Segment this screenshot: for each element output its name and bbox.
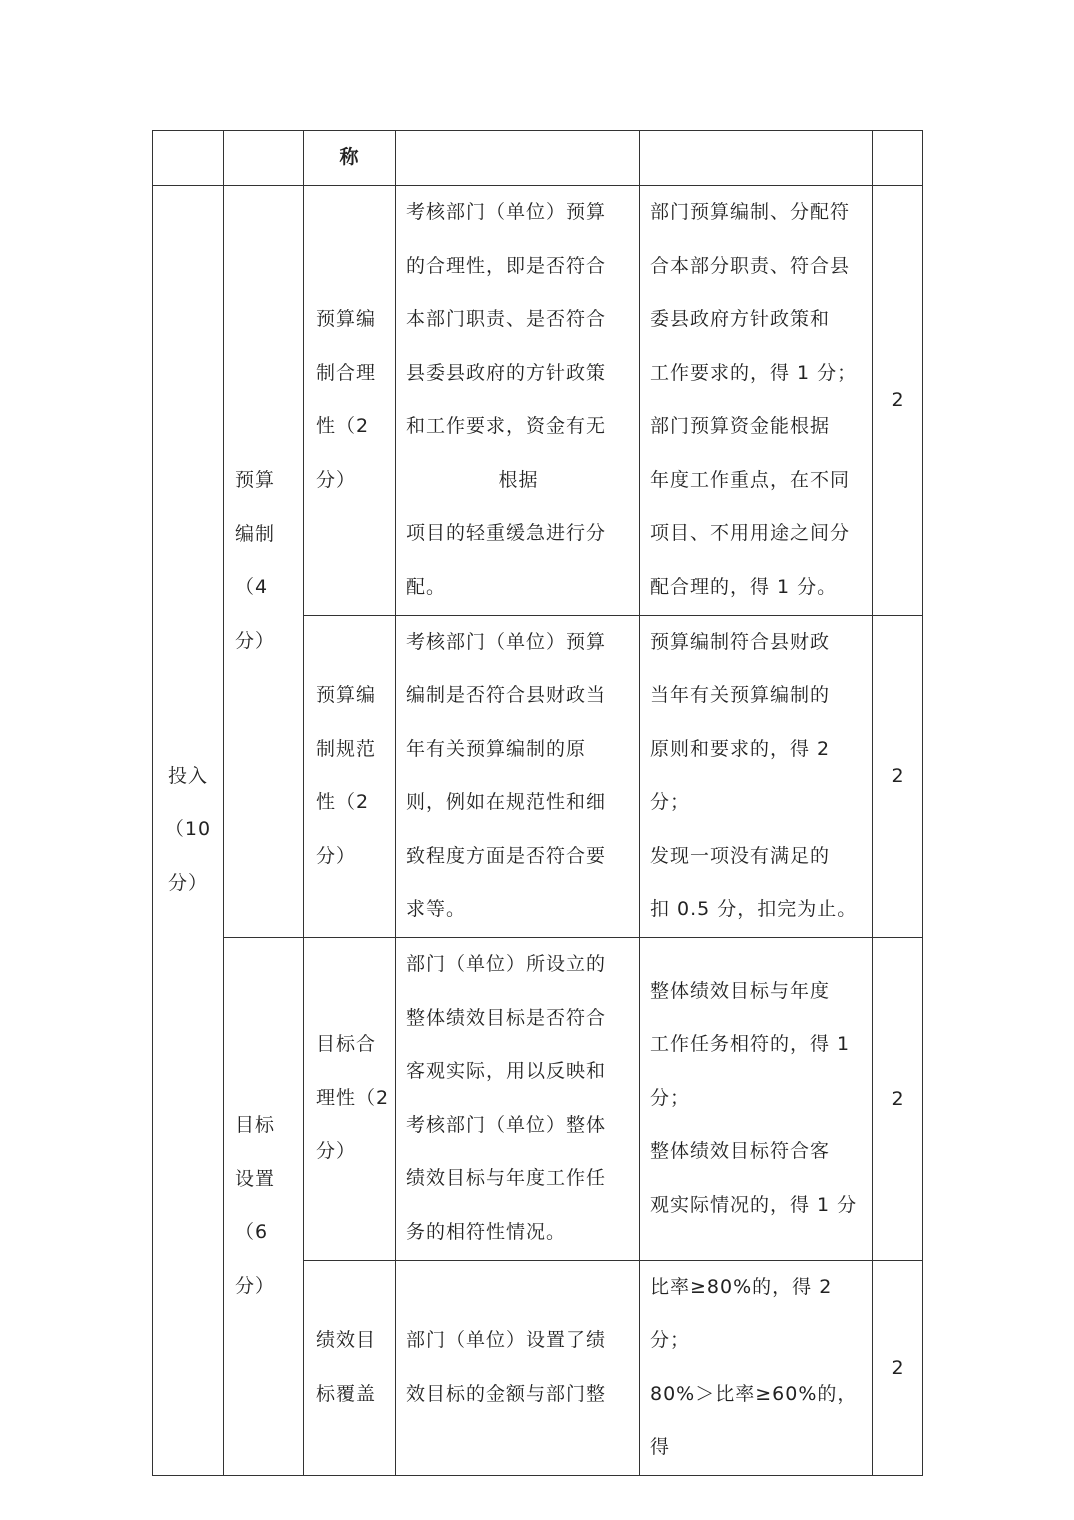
header-cell-1	[153, 131, 224, 186]
indicator-score: 2	[873, 615, 923, 937]
indicator-name: 预算编 制合理 性（2 分）	[316, 308, 377, 491]
header-cell-name-suffix: 称	[304, 131, 396, 186]
indicator-content: 部门（单位）所设立的 整体绩效目标是否符合 客观实际，用以反映和 考核部门（单位）整体 绩效目标与年度工作任 务的相符性情况。	[406, 953, 607, 1243]
indicator-name-cell	[304, 615, 396, 937]
header-cell-4	[396, 131, 640, 186]
indicator-criteria-cell	[640, 937, 873, 1260]
indicator-content: 部门（单位）设置了绩 效目标的金额与部门整	[406, 1329, 607, 1405]
group-target-label: 目标 设置 （6 分）	[235, 1114, 276, 1297]
indicator-criteria: 比率≥80%的，得 2 分； 80%＞比率≥60%的，得	[650, 1275, 858, 1458]
table-row	[153, 937, 923, 1260]
group-budget-label: 预算 编制 （4 分）	[235, 469, 276, 652]
indicator-name: 绩效目 标覆盖	[316, 1329, 377, 1405]
indicator-content-cell	[396, 1260, 640, 1475]
indicator-criteria: 整体绩效目标与年度 工作任务相符的，得 1 分； 整体绩效目标符合客 观实际情况的，得 1 分	[650, 979, 858, 1216]
indicator-content-cell	[396, 185, 640, 615]
indicator-name-cell	[304, 185, 396, 615]
category-input-cell	[153, 185, 224, 1475]
evaluation-table	[152, 130, 923, 1476]
group-budget-cell	[224, 185, 304, 937]
indicator-criteria-cell	[640, 615, 873, 937]
indicator-score: 2	[873, 185, 923, 615]
header-cell-2	[224, 131, 304, 186]
indicator-score: 2	[873, 937, 923, 1260]
indicator-criteria: 部门预算编制、分配符 合本部分职责、符合县 委县政府方针政策和 工作要求的，得 1 分； 部门预算资金能根据 年度工作重点，在不同 项目、不用用途之间分 配合理的，得 1 分。	[650, 201, 858, 598]
indicator-content-part-b: 根据	[498, 468, 539, 491]
indicator-criteria-cell	[640, 185, 873, 615]
indicator-criteria-cell	[640, 1260, 873, 1475]
table-row	[153, 185, 923, 615]
indicator-name-cell	[304, 937, 396, 1260]
indicator-content-part-a: 考核部门（单位）预算 的合理性，即是否符合 本部门职责、是否符合 县委县政府的方针政策 和工作要求，资金有无	[406, 201, 607, 437]
indicator-criteria: 预算编制符合县财政 当年有关预算编制的 原则和要求的，得 2 分； 发现一项没有满足的 扣 0.5 分，扣完为止。	[650, 630, 858, 920]
indicator-content-cell	[396, 615, 640, 937]
header-cell-5	[640, 131, 873, 186]
header-row	[153, 131, 923, 186]
header-cell-6	[873, 131, 923, 186]
indicator-name-cell	[304, 1260, 396, 1475]
indicator-content-part-c: 项目的轻重缓急进行分 配。	[406, 522, 607, 598]
indicator-score: 2	[873, 1260, 923, 1475]
indicator-content-cell	[396, 937, 640, 1260]
group-target-cell	[224, 937, 304, 1475]
indicator-content: 考核部门（单位）预算 编制是否符合县财政当 年有关预算编制的原 则，例如在规范性和细 致程度方面是否符合要 求等。	[406, 630, 607, 920]
category-input-label: 投入 （10 分）	[164, 764, 212, 894]
indicator-name: 预算编 制规范 性（2 分）	[316, 684, 377, 867]
indicator-name: 目标合 理性（2 分）	[316, 1033, 390, 1163]
